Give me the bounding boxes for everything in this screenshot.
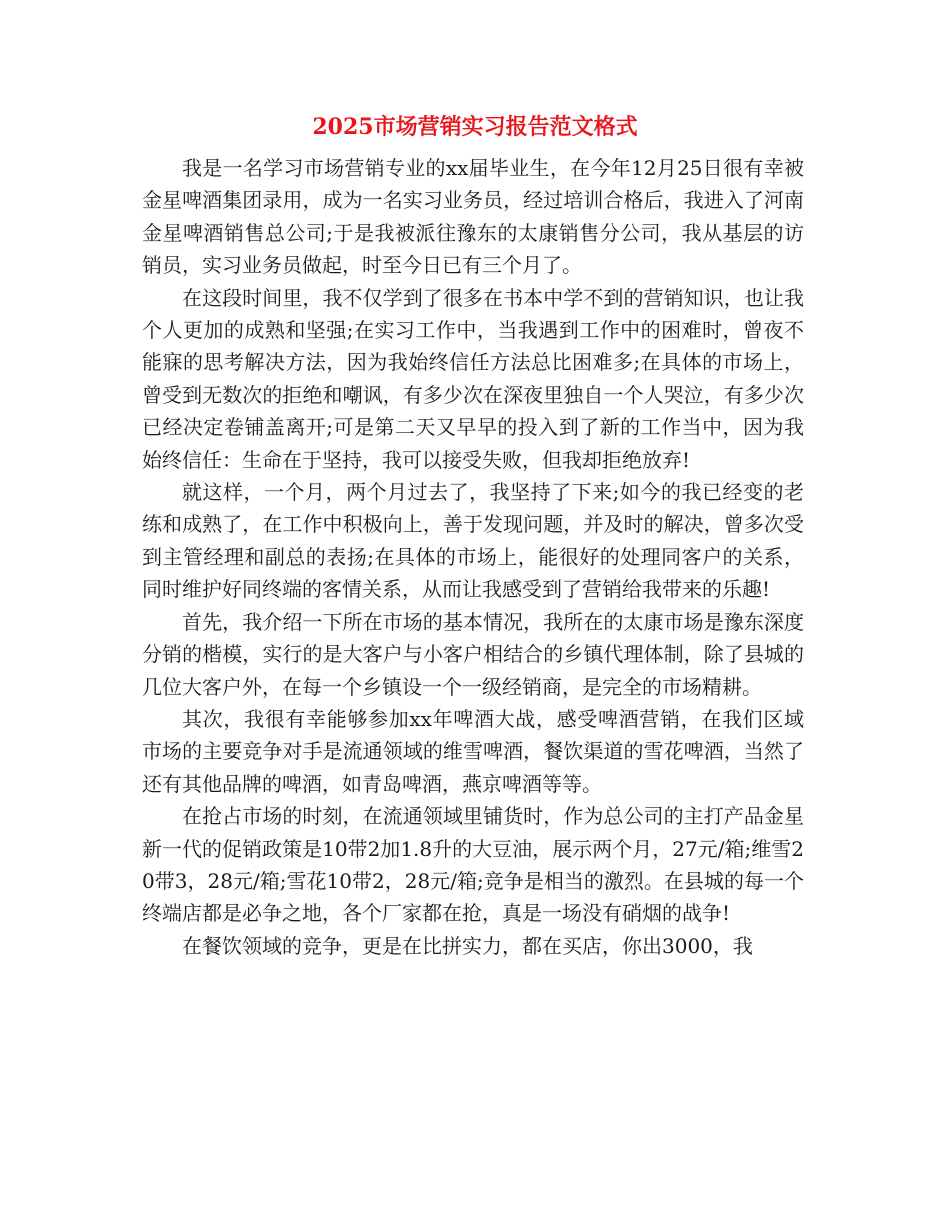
paragraph: 其次，我很有幸能够参加xx年啤酒大战，感受啤酒营销，在我们区域市场的主要竞争对手是流通领域的维雪啤酒，餐饮渠道的雪花啤酒，当然了还有其他品牌的啤酒，如青岛啤酒，燕京啤酒等等。 [142, 706, 804, 796]
paragraph: 就这样，一个月，两个月过去了，我坚持了下来;如今的我已经变的老练和成熟了，在工作中积极向上，善于发现问题，并及时的解决，曾多次受到主管经理和副总的表扬;在具体的市场上，能很好的处理同客户的关系，同时维护好同终端的客情关系，从而让我感受到了营销给我带来的乐趣! [142, 480, 804, 602]
paragraph: 我是一名学习市场营销专业的xx届毕业生，在今年12月25日很有幸被金星啤酒集团录用，成为一名实习业务员，经过培训合格后，我进入了河南金星啤酒销售总公司;于是我被派往豫东的太康销售分公司，我从基层的访销员，实习业务员做起，时至今日已有三个月了。 [142, 156, 804, 278]
document-body [142, 152, 804, 962]
paragraph: 首先，我介绍一下所在市场的基本情况，我所在的太康市场是豫东深度分销的楷模，实行的是大客户与小客户相结合的乡镇代理体制，除了县城的几位大客户外，在每一个乡镇设一个一级经销商，是完全的市场精耕。 [142, 609, 804, 699]
document-title: 2025市场营销实习报告范文格式 [312, 114, 638, 140]
paragraph: 在餐饮领域的竞争，更是在比拼实力，都在买店，你出3000，我 [182, 933, 753, 958]
paragraph: 在抢占市场的时刻，在流通领域里铺货时，作为总公司的主打产品金星新一代的促销政策是10带2加1.8升的大豆油，展示两个月，27元/箱;维雪20带3，28元/箱;雪花10带2，28元/箱;竞争是相当的激烈。在县城的每一个终端店都是必争之地，各个厂家都在抢，真是一场没有硝烟的战争! [142, 804, 804, 926]
paragraph: 在这段时间里，我不仅学到了很多在书本中学不到的营销知识，也让我个人更加的成熟和坚强;在实习工作中，当我遇到工作中的困难时，曾夜不能寐的思考解决方法，因为我始终信任方法总比困难多;在具体的市场上，曾受到无数次的拒绝和嘲讽，有多少次在深夜里独自一个人哭泣，有多少次已经决定卷铺盖离开;可是第二天又早早的投入到了新的工作当中，因为我始终信任：生命在于坚持，我可以接受失败，但我却拒绝放弃! [142, 285, 804, 472]
